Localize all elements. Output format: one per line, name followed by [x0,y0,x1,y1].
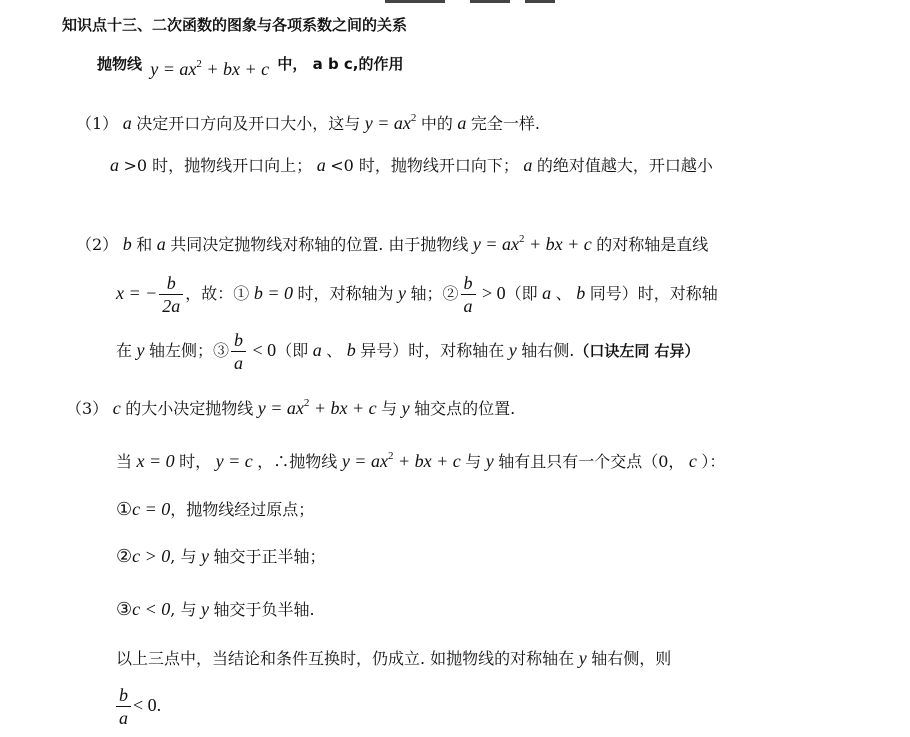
p2-num: （2） [76,235,119,254]
p2-text-j: 同号）时，对称轴 [589,284,718,303]
var-a: a [152,234,171,254]
section-title: 知识点十三、二次函数的图象与各项系数之间的关系 [62,16,408,34]
case-2 [116,547,325,565]
p1-line1 [76,114,540,132]
subtitle [97,54,404,79]
p3-text-e: 当 [116,452,133,471]
var-y: y [504,340,522,360]
case-3-text-b: 轴交于负半轴. [213,600,315,619]
var-a: a [312,155,331,175]
formula-c-lt-0: c < 0 [132,599,171,619]
formula-x-eq-0: x = 0 [132,451,180,471]
p3-text-b: 的大小决定抛物线 [125,399,254,418]
var-b: b [342,340,361,360]
fraction-b-over-2a: $\frac{b}{2a}$ [159,272,183,317]
p3-text-i: 轴有且只有一个交点（0， [498,452,685,471]
var-y: y [397,398,415,418]
lt-zero: < 0 [248,340,277,360]
p1-text-b: 决定开口方向及开口大小，这与 [136,114,361,133]
formula-axis: x = − [116,283,158,303]
p1-text-f: <0 时，抛物线开口向下； [330,156,519,175]
formula-b-eq-0: b = 0 [249,283,298,303]
var-y: y [132,340,150,360]
cropped-top-edge [0,0,910,4]
p3-text-d: 轴交点的位置. [414,399,516,418]
p2-text-f: 时，对称轴为 [297,284,394,303]
final-formula [114,684,161,729]
circled-1: ① [116,499,133,519]
var-b: b [571,283,590,303]
p1-text-d: 完全一样. [470,114,540,133]
var-a: a [518,155,537,175]
p1-text-e: >0 时，抛物线开口向上； [123,156,313,175]
p2-text-i: 、 [555,284,572,303]
p1-line2 [110,156,713,174]
p2-text-h: （即 [505,284,538,303]
formula-quadratic: $y = ax^2$ + bx + c [337,450,466,471]
case-2-text-b: 轴交于正半轴； [213,547,326,566]
formula-y-ax2: $y = ax^2$ [360,112,417,133]
subtitle-prefix: 抛物线 [97,55,143,73]
formula-c-eq-0: c = 0 [132,499,171,519]
var-a: a [110,155,124,175]
var-y: y [481,451,499,471]
p2-text-c: 共同决定抛物线对称轴的位置. 由于抛物线 [170,235,469,254]
conclusion-text: 以上三点中，当结论和条件互换时，仍成立. 如抛物线的对称轴在 [116,649,575,668]
p2-text-b: 和 [136,235,153,254]
p2-text-m: （即 [276,341,309,360]
p2-text-g: 轴；② [410,284,459,303]
var-y: y [574,648,592,668]
var-a: a [537,283,556,303]
case-2-text: , 与 [170,547,197,566]
final-tail: < 0. [133,695,162,715]
p2-line1 [76,235,708,253]
p2-text-o: 异号）时，对称轴在 [360,341,505,360]
fraction-b-over-a: $\frac{b}{a}$ [461,272,476,317]
circled-3: ③ [116,599,133,619]
var-c: c [684,451,702,471]
fraction-b-over-a: $\frac{b}{a}$ [116,684,131,729]
var-b: b [118,234,137,254]
p3-text-f: 时， [179,452,212,471]
p1-text-c: 中的 [420,114,453,133]
p2-line3 [116,329,700,374]
p3-text-j: ）： [701,452,726,471]
formula-quadratic: $y = ax^2$ + bx + c [468,233,597,254]
p3-num: （3） [66,399,109,418]
p2-text-k: 在 [116,341,133,360]
formula-y-eq-c: y = c [211,451,258,471]
var-a: a [452,113,471,133]
var-a: a [308,340,327,360]
p2-text-p: 轴右侧. [521,341,575,360]
var-a: a [118,113,137,133]
var-y: y [393,283,411,303]
conclusion [116,649,671,667]
case-1 [116,500,314,518]
subtitle-formula: $y = ax^2$ + bx + c [150,58,270,79]
formula-quadratic: $y = ax^2$ + bx + c [253,397,382,418]
formula-c-gt-0: c > 0 [132,546,171,566]
var-y: y [196,599,214,619]
var-c: c [108,398,126,418]
p2-text-d: 的对称轴是直线 [596,235,709,254]
case-3-text: , 与 [170,600,197,619]
case-3 [116,600,315,618]
p3-line2 [116,452,725,470]
gt-zero: > 0 [477,283,506,303]
circled-2: ② [116,546,133,566]
p2-text-l: 轴左侧；③ [149,341,230,360]
p2-text-e: ，故：① [185,284,250,303]
fraction-b-over-a: $\frac{b}{a}$ [231,329,246,374]
p3-text-c: 与 [381,399,398,418]
case-1-text: ，抛物线经过原点； [170,500,315,519]
p1-num: （1） [76,114,119,133]
subtitle-suffix: 中， a b c,的作用 [277,55,404,73]
p3-text-g: ，∴抛物线 [257,452,338,471]
p3-text-h: 与 [465,452,482,471]
p2-line2 [116,272,718,317]
var-y: y [196,546,214,566]
p2-text-n: 、 [326,341,343,360]
conclusion-text-b: 轴右侧，则 [591,649,672,668]
p1-text-g: 的绝对值越大，开口越小 [536,156,713,175]
p3-line1 [66,399,515,417]
mnemonic: （口诀左同 右异） [574,342,700,360]
